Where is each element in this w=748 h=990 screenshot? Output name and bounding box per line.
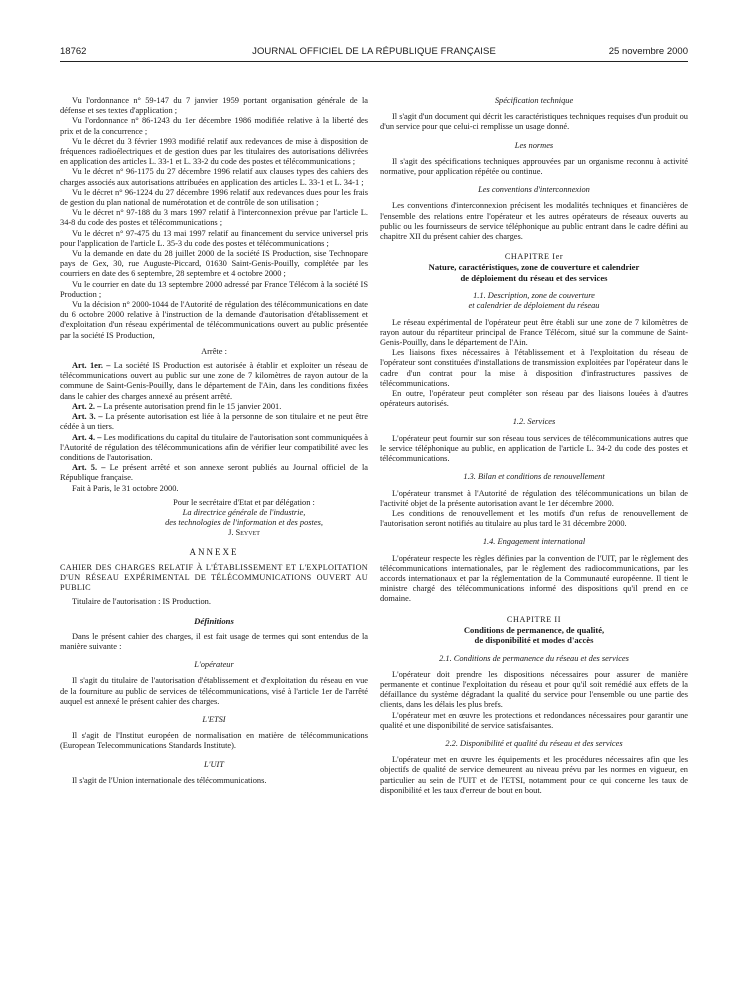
article-label: Art. 3. – — [72, 412, 103, 422]
visa-paragraph: Vu le courrier en date du 13 septembre 2000 adressé par France Télécom à la société IS Production ; — [60, 279, 368, 299]
arrete-heading: Arrête : — [201, 346, 227, 356]
page-header — [60, 46, 688, 60]
section-title: 1.1. Description, zone de couverture — [473, 291, 595, 301]
section-paragraph: L'opérateur transmet à l'Autorité de régulation des télécommunications un bilan de l'activité objet de la présente autorisation avant le 1er décembre 2000. — [380, 488, 688, 508]
right-column — [380, 96, 688, 796]
chapter-title: Conditions de permanence, de qualité, — [463, 624, 605, 635]
term-definition: Il s'agit du titulaire de l'autorisation d'établissement et d'exploitation du réseau en vue de la fourniture au public de services de télécommunications, visé à l'article 1er de l'arrêté auquel est annexé le présent cahier des charges. — [60, 676, 368, 706]
term-definition: Il s'agit d'un document qui décrit les caractéristiques techniques requises d'un produit ou d'un service pour que celui-ci remplisse un usage donné. — [380, 112, 688, 132]
visa-paragraph: Vu la décision n° 2000-1044 de l'Autorité de régulation des télécommunications en date du 6 octobre 2000 relative à l'instruction de la demande d'autorisation d'établissement et d'exploitation d'un réseau expérimental de télécommunications ouvert au public présentée par la société IS Production, — [60, 300, 368, 340]
section-title: 2.2. Disponibilité et qualité du réseau et des services — [445, 738, 623, 748]
visa-paragraph: Vu l'ordonnance n° 86-1243 du 1er décembre 1986 modifiée relative à la liberté des prix et de la concurrence ; — [60, 116, 368, 136]
section-title: 1.2. Services — [512, 417, 556, 427]
visa-paragraph: Vu le décret du 3 février 1993 modifié relatif aux redevances de mise à disposition de fréquences radioélectriques et de gestion dues par les titulaires des autorisations délivrées en application des articles L. 33-1 et L. 33-2 du code des postes et télécommunications ; — [60, 136, 368, 167]
chapter-title: Nature, caractéristiques, zone de couverture et calendrier — [428, 262, 640, 273]
section-title: 1.4. Engagement international — [482, 537, 586, 547]
left-column — [60, 96, 368, 786]
section-title: 1.3. Bilan et conditions de renouvellement — [463, 472, 605, 482]
article-paragraph — [60, 361, 368, 402]
section-paragraph: Le réseau expérimental de l'opérateur peut être établi sur une zone de 7 kilomètres de rayon autour du répartiteur principal de France Télécom, situé sur la commune de Saint-Genis-Pouilly, dans le département de l'Ain. — [380, 317, 688, 348]
section-paragraph: En outre, l'opérateur peut compléter son réseau par des liaisons louées à d'autres opérateurs autorisés. — [380, 389, 688, 409]
definitions-title: Définitions — [194, 615, 234, 626]
visa-paragraph: Vu le décret n° 96-1175 du 27 décembre 1996 relatif aux clauses types des cahiers des charges associés aux autorisations attribuées en application des articles L. 33-1 et L. 34-1 ; — [60, 167, 368, 187]
term-definition: Il s'agit de l'Institut européen de normalisation en matière de télécommunications (European Telecommunications Standards Institute). — [60, 731, 368, 751]
page-number: 18762 — [60, 46, 87, 57]
article-paragraph — [60, 402, 368, 412]
article-paragraph — [60, 433, 368, 464]
section-paragraph: Les liaisons fixes nécessaires à l'établissement et à l'exploitation du réseau de l'opérateur sont constituées d'installations de transmission exploitées par l'opérateur dans le cadre d'un contrat pour la mise à disposition d'infrastructures passives de télécommunications. — [380, 348, 688, 388]
article-label: Art. 4. – — [72, 432, 102, 442]
section-paragraph: Les conditions de renouvellement et les motifs d'un refus de renouvellement de l'autorisation seront notifiés au titulaire au plus tard le 31 décembre 2000. — [380, 508, 688, 529]
definitions-intro: Dans le présent cahier des charges, il est fait usage de termes qui sont entendus de la manière suivante : — [60, 631, 368, 651]
section-paragraph: L'opérateur met en œuvre les équipements et les procédures nécessaires afin que les objectifs de qualité de service demeurent au niveau prévu par les normes en vigueur, en particulier au sein de l'UIT et de l'ETSI, notamment pour ce qui concerne les taux de disponibilité et les taux d'erreur de bout en bout. — [380, 755, 688, 795]
visa-paragraph: Vu le décret n° 97-475 du 13 mai 1997 relatif au financement du service universel pris pour l'application de l'article L. 35-3 du code des postes et télécommunications ; — [60, 228, 368, 248]
section-paragraph: L'opérateur doit prendre les dispositions nécessaires pour assurer de manière permanente et continue l'exploitation du réseau et pour qu'il soit remédié aux effets de la défaillance du système dégradant la qualité du service pour l'ensemble ou une partie des clients, dans les délais les plus brefs. — [380, 669, 688, 710]
article-text: La présente autorisation est liée à la personne de son titulaire et ne peut être cédée à un tiers. — [60, 412, 368, 432]
article-text: La société IS Production est autorisée à établir et exploiter un réseau de télécommunications ouvert au public sur une zone de 7 kilomètres de rayon autour de la commune de Saint-Genis-Pouilly, dans le département de l'Ain, dans les conditions fixées dans le cahier des charges annexé au présent arrêté. — [60, 361, 369, 401]
cahier-title: CAHIER DES CHARGES RELATIF À L'ÉTABLISSEMENT ET L'EXPLOITATION D'UN RÉSEAU EXPÉRIMENTAL DE TÉLÉCOMMUNICATIONS OUVERT AU PUBLIC — [60, 562, 368, 593]
visa-paragraph: Vu le décret n° 97-188 du 3 mars 1997 relatif à l'interconnexion prévue par l'article L. 34-8 du code des postes et télécommunications ; — [60, 208, 368, 228]
section-paragraph: L'opérateur peut fournir sur son réseau tous services de télécommunications autres que le service téléphonique au public, en application de l'article L. 34-2 du code des postes et télécommunications. — [380, 433, 688, 464]
section-title: et calendrier de déploiement du réseau — [468, 301, 600, 311]
article-text: La présente autorisation prend fin le 15 janvier 2001. — [101, 401, 282, 411]
chapter-title: de disponibilité et modes d'accès — [474, 635, 594, 646]
section-title: 2.1. Conditions de permanence du réseau et des services — [439, 653, 629, 663]
visa-paragraph: Vu l'ordonnance n° 59-147 du 7 janvier 1959 portant organisation générale de la défense et ses textes d'application ; — [60, 96, 368, 116]
term-definition: Les conventions d'interconnexion précisent les modalités techniques et financières de l'ensemble des relations entre l'opérateur et les autres opérateurs de réseaux ouverts au public ou les fournisseurs de service téléphonique au public entrant dans le cadre défini au chapitre XII du présent cahier des charges. — [380, 201, 688, 242]
term-title: Les conventions d'interconnexion — [478, 185, 590, 195]
publication-date: 25 novembre 2000 — [608, 46, 688, 57]
term-title: L'UIT — [204, 759, 224, 769]
signatory-name: J. Seyvet — [228, 528, 260, 538]
term-title: L'opérateur — [194, 660, 234, 670]
signature-line: Pour le secrétaire d'Etat et par délégation : — [173, 497, 315, 507]
chapter-label: CHAPITRE II — [506, 614, 562, 624]
term-title: Spécification technique — [494, 96, 574, 105]
term-title: Les normes — [514, 140, 554, 150]
term-title: L'ETSI — [202, 714, 226, 724]
article-label: Art. 1er. – — [72, 361, 111, 371]
signature-block — [120, 498, 368, 539]
chapter-title: de déploiement du réseau et des services — [460, 272, 608, 283]
article-label: Art. 5. – — [72, 463, 106, 473]
section-paragraph: L'opérateur respecte les règles définies par la convention de l'UIT, par le règlement des télécommunications internationales, par le règlement des radiocommunications, par les accords internationaux et par la réglementation de la Communauté européenne. Il tient le ministre chargé des télécommunications informé des dispositions qu'il prend en ce domaine. — [380, 553, 688, 604]
article-text: Le présent arrêté et son annexe seront publiés au Journal officiel de la République française. — [60, 463, 368, 483]
article-paragraph — [60, 463, 368, 483]
header-rule — [60, 61, 688, 62]
annexe-title: ANNEXE — [189, 546, 239, 557]
journal-title: JOURNAL OFFICIEL DE LA RÉPUBLIQUE FRANÇAISE — [252, 46, 496, 57]
signature-line: des technologies de l'information et des postes, — [165, 518, 323, 528]
article-paragraph — [60, 412, 368, 432]
term-definition: Il s'agit de l'Union internationale des télécommunications. — [72, 775, 267, 785]
section-paragraph: L'opérateur met en œuvre les protections et redondances nécessaires pour garantir une qualité et une disponibilité de service satisfaisantes. — [380, 710, 688, 730]
titulaire-line: Titulaire de l'autorisation : IS Production. — [72, 597, 211, 607]
visa-paragraph: Vu le décret n° 96-1224 du 27 décembre 1996 relatif aux redevances dues pour les frais de gestion du plan national de numérotation et de contrôle de son utilisation ; — [60, 187, 368, 208]
article-text: Les modifications du capital du titulaire de l'autorisation sont communiquées à l'Autorité de régulation des télécommunications afin de vérifier leur compatibilité avec les conditions de l'autorisation. — [60, 432, 368, 462]
signature-line: La directrice générale de l'industrie, — [182, 507, 306, 517]
term-definition: Il s'agit des spécifications techniques approuvées par un organisme reconnu à activité normative, pour application répétée ou continue. — [380, 156, 688, 177]
chapter-label: CHAPITRE Ier — [504, 252, 564, 262]
visa-paragraph: Vu la demande en date du 28 juillet 2000 de la société IS Production, sise Technopare pays de Gex, 30, rue Auguste-Piccard, 01630 Saint-Genis-Pouilly, complétée par les courriers en date des 6 septembre, 28 septembre et 4 octobre 2000 ; — [60, 249, 368, 279]
fait-line: Fait à Paris, le 31 octobre 2000. — [72, 483, 179, 493]
article-label: Art. 2. – — [72, 401, 102, 411]
